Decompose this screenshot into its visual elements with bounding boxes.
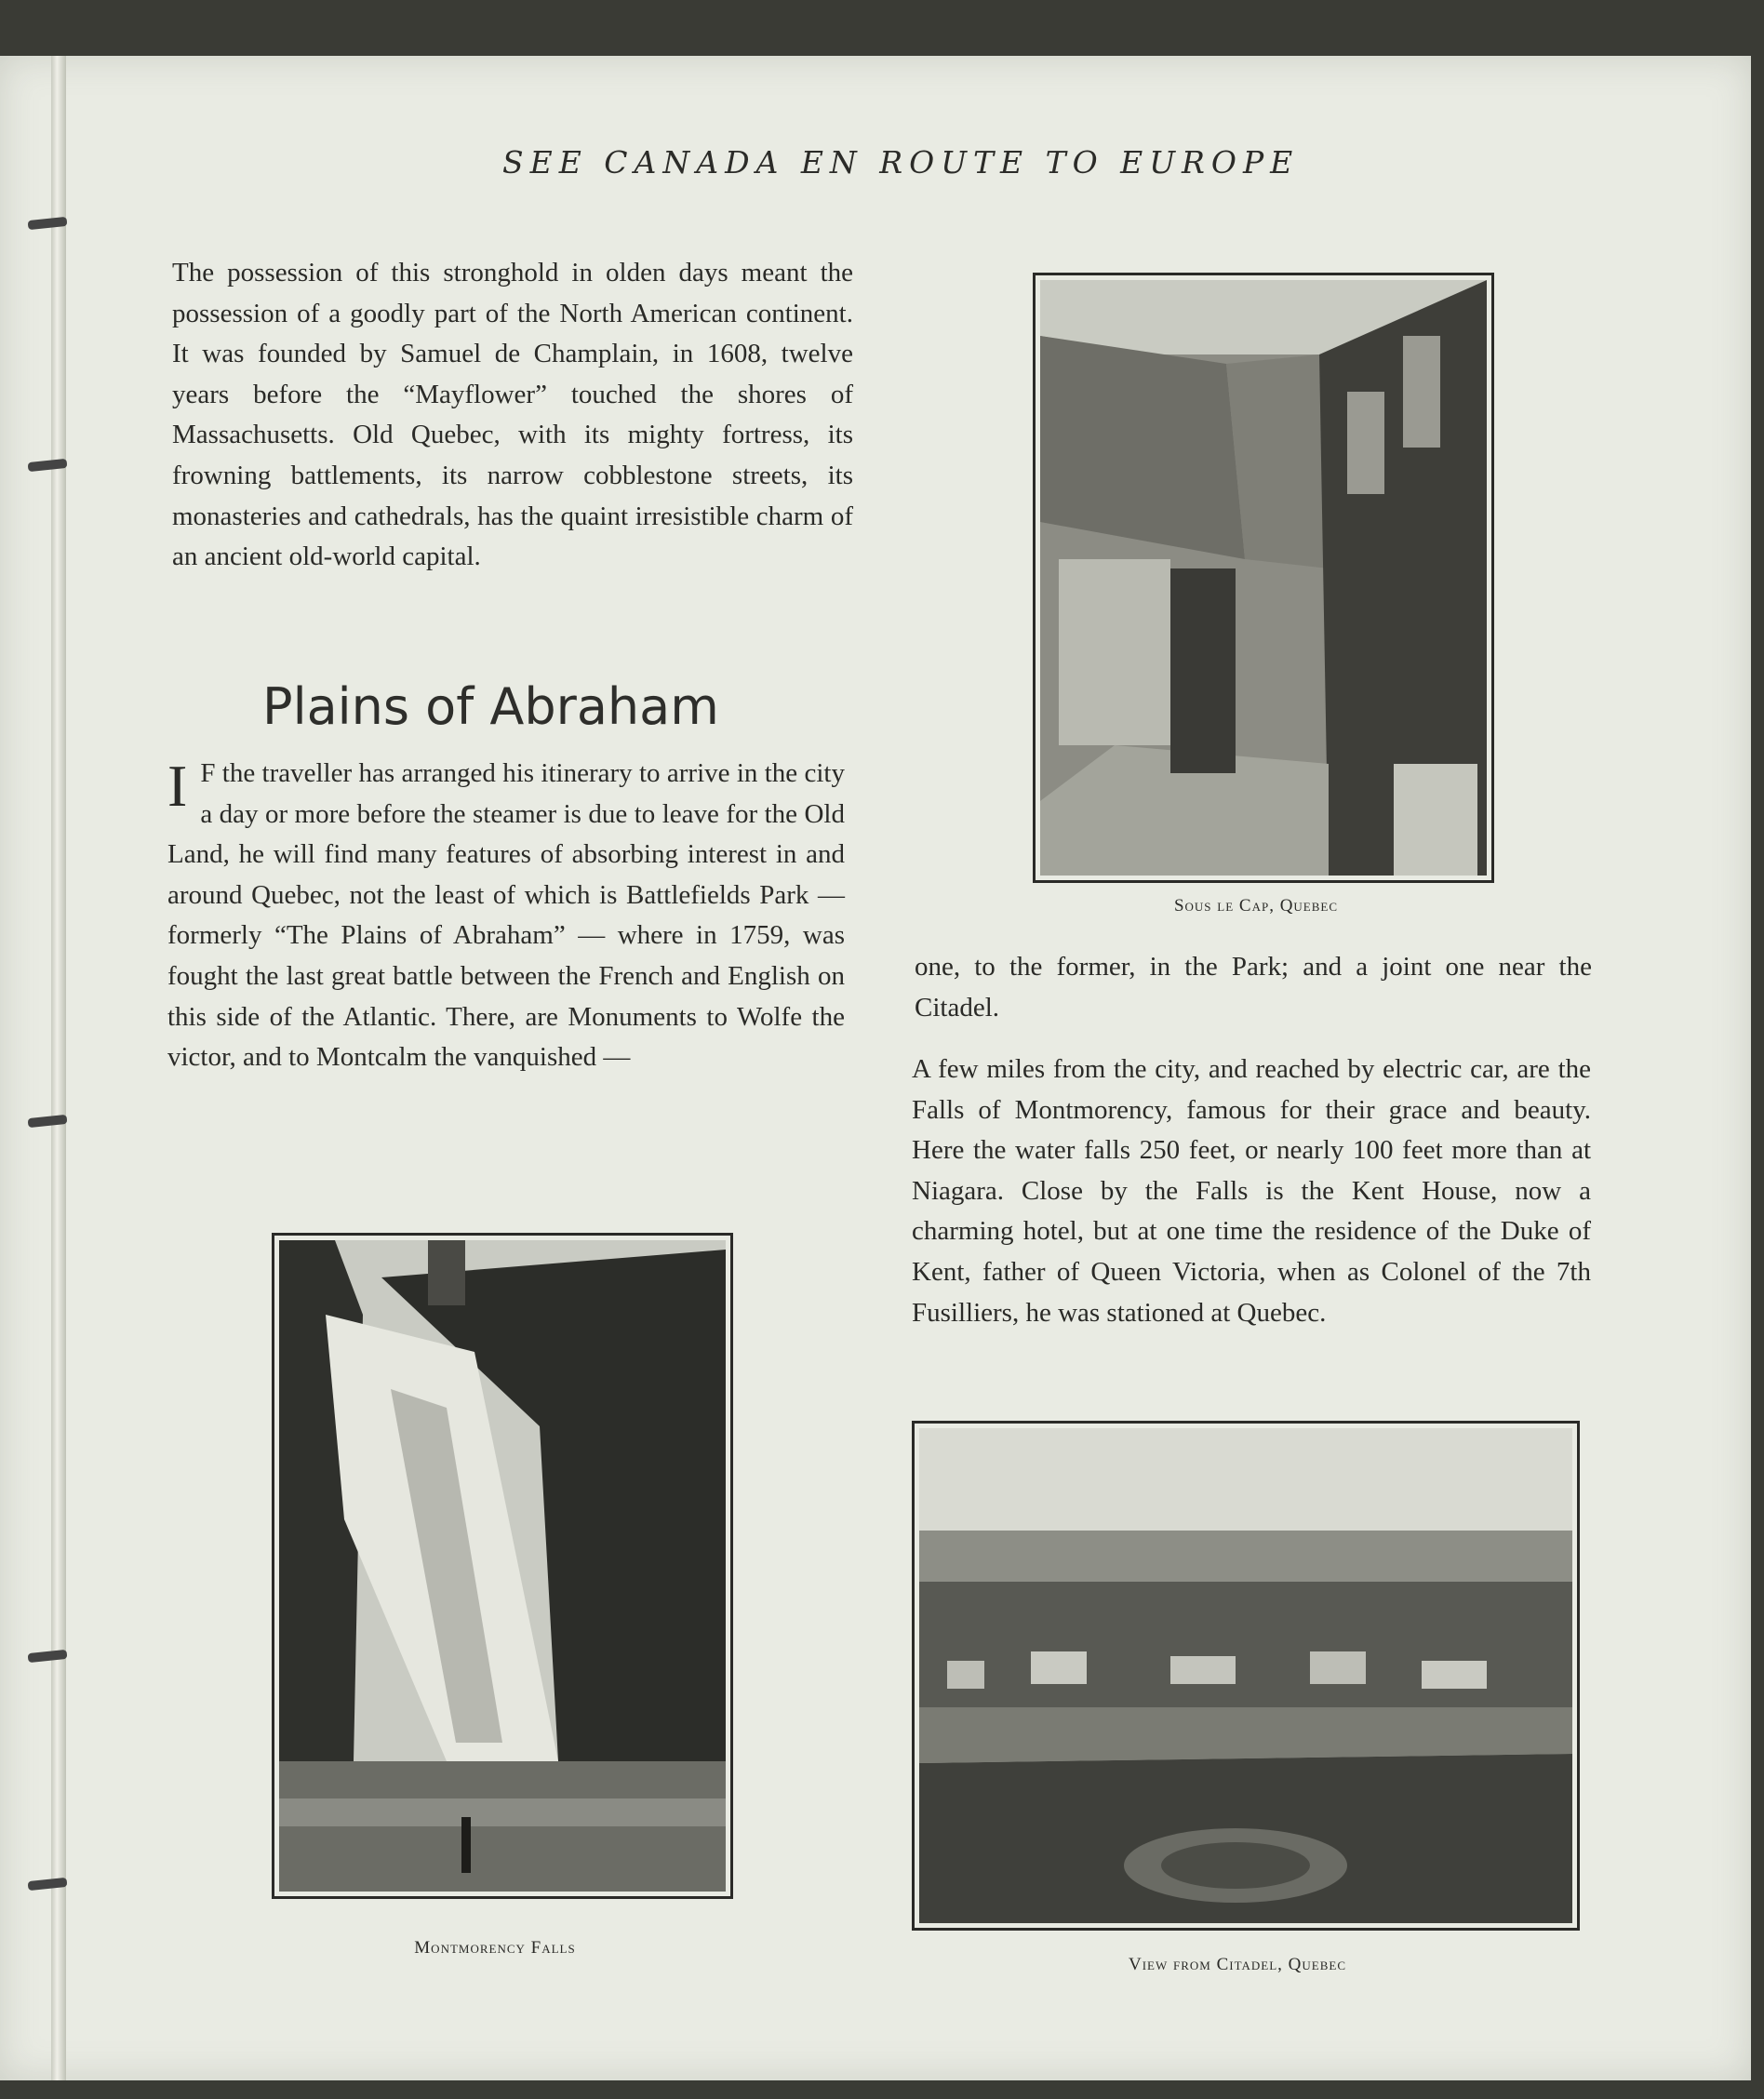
plains-paragraph <box>167 754 845 1078</box>
photo-sous-le-cap <box>1033 273 1494 883</box>
running-header: SEE CANADA EN ROUTE TO EUROPE <box>502 144 1300 180</box>
book-spine <box>51 56 66 2080</box>
falls-paragraph <box>912 1050 1591 1333</box>
citadel-view-image <box>919 1428 1572 1923</box>
continued-paragraph <box>915 947 1592 1028</box>
continued-text: one, to the former, in the Park; and a joint one near the Citadel. <box>915 952 1592 1023</box>
drop-cap: I <box>167 753 188 819</box>
montmorency-falls-image <box>279 1240 726 1892</box>
caption-sous-le-cap: Sous le Cap, Quebec <box>1173 896 1339 916</box>
falls-text: A few miles from the city, and reached by electric car, are the Falls of Montmorency, famous for their grace and beauty. Here the water falls 250 feet, or nearly 100 feet more than at Niagara. Close by the Falls is the Kent House, now a charming hotel, but at one time the residence of the Duke of Kent, father of Queen Victoria, when as Colonel of the 7th Fusilliers, he was stationed at Quebec. <box>912 1054 1591 1328</box>
caption-citadel-view: View from Citadel, Quebec <box>1128 1955 1346 1974</box>
plains-text: F the traveller has arranged his itinerary to arrive in the city a day or more before the steamer is due to leave for the Old Land, he will find many features of absorbing interest in and around Quebec, not the least of which is Battlefields Park — formerly “The Plains of Abraham” — where in 1759, was fought the last great battle between the French and English on this side of the Atlantic. There, are Monuments to Wolfe the victor, and to Montcalm the vanquished — <box>167 758 845 1073</box>
intro-text: The possession of this stronghold in olden days meant the possession of a goodly part of the North American continent. It was founded by Samuel de Champlain, in 1608, twelve years before the “Mayflower” touched the shores of Massachusetts. Old Quebec, with its mighty fortress, its frowning battlements, its narrow cobblestone streets, its monasteries and cathedrals, has the quaint irresistible charm of an ancient old-world capital. <box>172 258 853 572</box>
section-heading: Plains of Abraham <box>262 677 719 736</box>
intro-paragraph <box>172 253 853 578</box>
photo-citadel-view <box>912 1421 1580 1931</box>
caption-montmorency-falls: Montmorency Falls <box>414 1938 576 1958</box>
photo-montmorency-falls <box>272 1233 733 1899</box>
sous-le-cap-image <box>1040 280 1487 876</box>
